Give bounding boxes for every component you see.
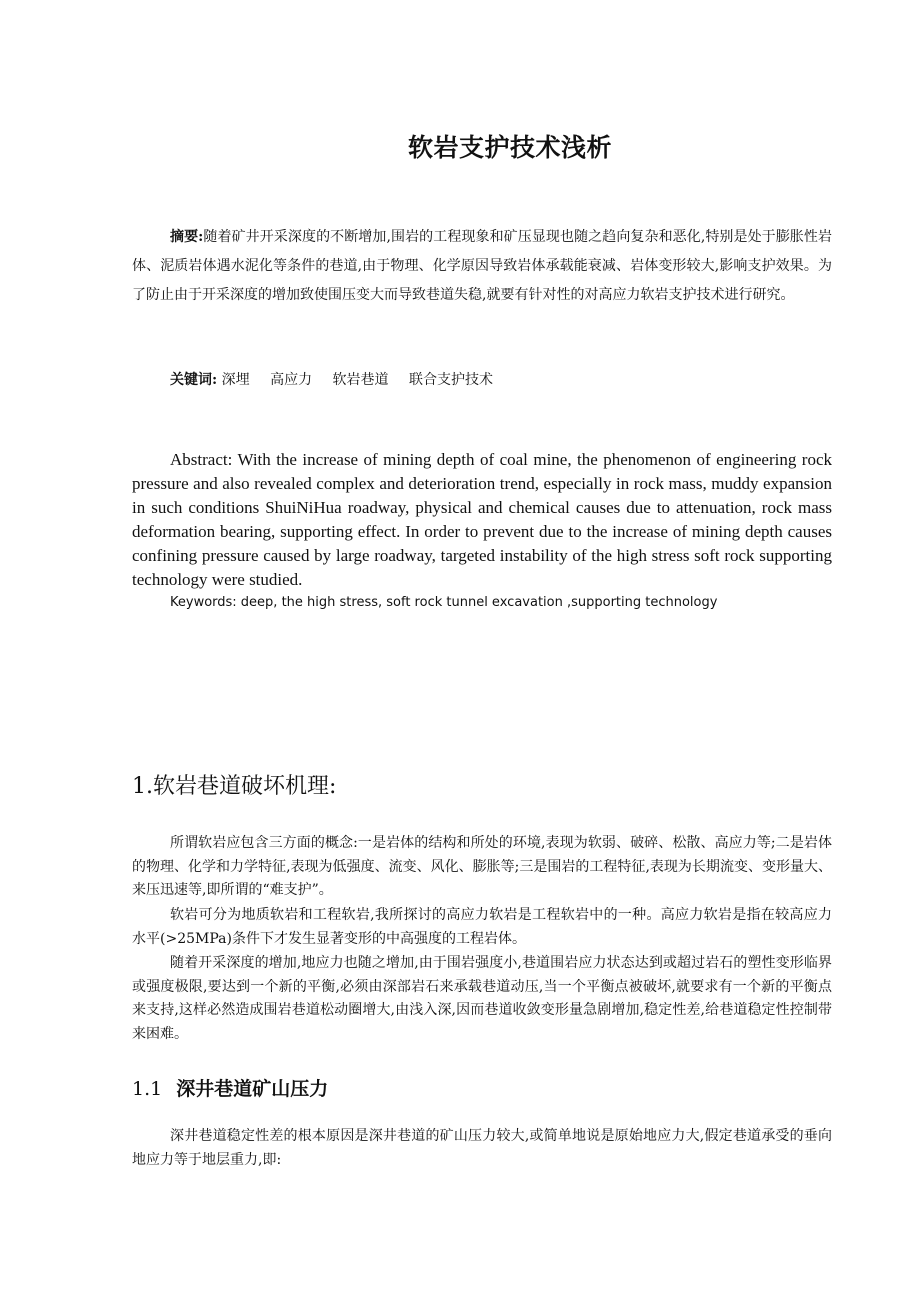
keyword-cn-item: 高应力 <box>270 372 313 388</box>
subsection-number: 1.1 <box>132 1078 163 1100</box>
section-paragraph: 随着开采深度的增加,地应力也随之增加,由于围岩强度小,巷道围岩应力状态达到或超过岩石的塑性变形临界或强度极限,要达到一个新的平衡,必须由深部岩石来承载巷道动压,当一个平衡点被破坏,就要求有一个新的平衡点来支持,这样必然造成围岩巷道松动圈增大,由浅入深,因而巷道收敛变形量急剧增加,稳定性差,给巷道稳定性控制带来困难。 <box>132 955 832 1042</box>
keywords-en: Keywords: deep, the high stress, soft rock tunnel excavation ,supporting technology <box>170 595 718 610</box>
abstract-en: Abstract: With the increase of mining depth of coal mine, the phenomenon of engineering rock pressure and also revealed complex and deterioration trend, especially in rock mass, muddy expansion in such conditions ShuiNiHua roadway, physical and chemical causes due to attenuation, rock mass deformation bearing, supporting effect. In order to prevent due to the increase of mining depth causes confining pressure caused by large roadway, targeted instability of the high stress soft rock supporting technology were studied. <box>132 450 832 589</box>
section-paragraph: 软岩可分为地质软岩和工程软岩,我所探讨的高应力软岩是工程软岩中的一种。高应力软岩是指在较高应力水平(>25MPa)条件下才发生显著变形的中高强度的工程岩体。 <box>132 907 832 947</box>
section-paragraph: 所谓软岩应包含三方面的概念:一是岩体的结构和所处的环境,表现为软弱、破碎、松散、高应力等;二是岩体的物理、化学和力学特征,表现为低强度、流变、风化、膨胀等;三是围岩的工程特征,表现为长期流变、变形量大、来压迅速等,即所谓的“难支护”。 <box>132 835 832 898</box>
keyword-cn-item: 软岩巷道 <box>332 372 389 388</box>
section-heading: 1.软岩巷道破坏机理: <box>132 774 337 799</box>
subsection-paragraph: 深井巷道稳定性差的根本原因是深井巷道的矿山压力较大,或简单地说是原始地应力大,假定巷道承受的垂向地应力等于地层重力,即: <box>132 1128 832 1168</box>
keyword-cn-item: 深埋 <box>221 372 250 388</box>
subsection-title: 深井巷道矿山压力 <box>176 1078 329 1100</box>
subsection-heading <box>132 1074 328 1101</box>
abstract-cn-label: 摘要: <box>170 229 204 245</box>
abstract-cn <box>132 223 832 310</box>
keywords-cn-label: 关键词: <box>170 372 218 388</box>
document-title: 软岩支护技术浅析 <box>407 133 612 162</box>
keyword-cn-item: 联合支护技术 <box>408 372 493 388</box>
abstract-cn-text: 随着矿井开采深度的不断增加,围岩的工程现象和矿压显现也随之趋向复杂和恶化,特别是处于膨胀性岩体、泥质岩体遇水泥化等条件的巷道,由于物理、化学原因导致岩体承载能衰减、岩体变形较大,影响支护效果。为了防止由于开采深度的增加致使围压变大而导致巷道失稳,就要有针对性的对高应力软岩支护技术进行研究。 <box>132 229 832 303</box>
keywords-cn <box>170 369 509 389</box>
